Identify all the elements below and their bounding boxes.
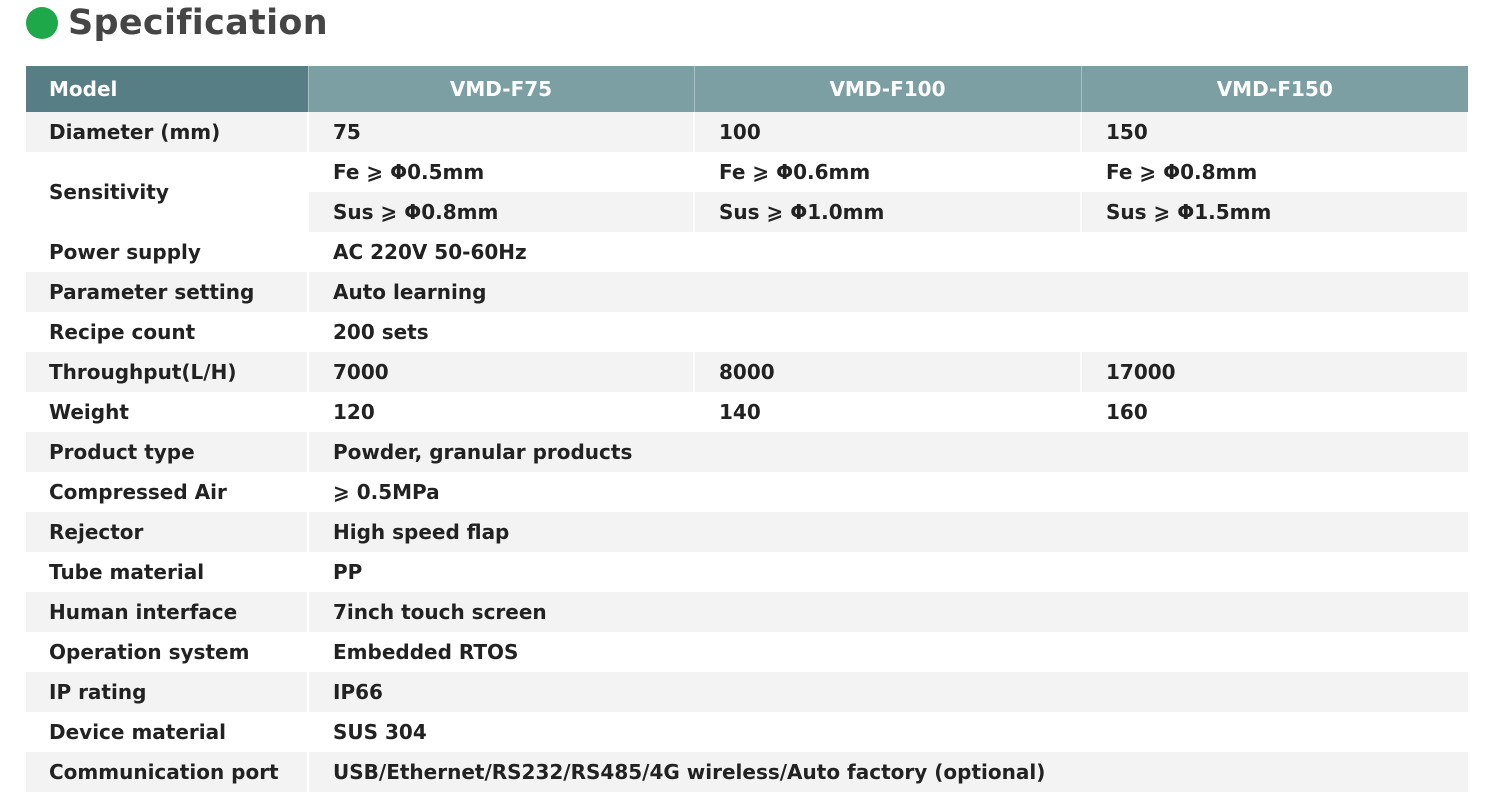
row-label: Power supply bbox=[26, 232, 308, 272]
table-row-recipe-count bbox=[26, 312, 1468, 352]
cell-value: 160 bbox=[1081, 392, 1468, 432]
header-model-vmd-f75: VMD-F75 bbox=[308, 66, 694, 112]
cell-value: Powder, granular products bbox=[308, 432, 1468, 472]
header-model-vmd-f100: VMD-F100 bbox=[694, 66, 1081, 112]
cell-value: Sus ⩾ Φ1.0mm bbox=[694, 192, 1081, 232]
row-label: Sensitivity bbox=[26, 152, 308, 232]
table-row-compressed-air bbox=[26, 472, 1468, 512]
row-label: Compressed Air bbox=[26, 472, 308, 512]
table-row-rejector bbox=[26, 512, 1468, 552]
table-row-device-material bbox=[26, 712, 1468, 752]
cell-value: PP bbox=[308, 552, 1468, 592]
table-row-tube-material bbox=[26, 552, 1468, 592]
cell-value: Embedded RTOS bbox=[308, 632, 1468, 672]
row-label: Communication port bbox=[26, 752, 308, 792]
row-label: Throughput(L/H) bbox=[26, 352, 308, 392]
cell-value: Sus ⩾ Φ1.5mm bbox=[1081, 192, 1468, 232]
green-dot-icon bbox=[26, 7, 58, 39]
specification-table bbox=[26, 66, 1469, 792]
cell-value: 8000 bbox=[694, 352, 1081, 392]
cell-value: 7inch touch screen bbox=[308, 592, 1468, 632]
row-label: IP rating bbox=[26, 672, 308, 712]
row-label: Recipe count bbox=[26, 312, 308, 352]
header-model-label: Model bbox=[26, 66, 308, 112]
cell-value: AC 220V 50-60Hz bbox=[308, 232, 1468, 272]
table-row-operation-system bbox=[26, 632, 1468, 672]
cell-value: 100 bbox=[694, 112, 1081, 152]
table-row-throughput bbox=[26, 352, 1468, 392]
row-label: Tube material bbox=[26, 552, 308, 592]
table-row-sensitivity-fe bbox=[26, 152, 1468, 192]
table-header bbox=[26, 66, 1468, 112]
cell-value: High speed flap bbox=[308, 512, 1468, 552]
cell-value: IP66 bbox=[308, 672, 1468, 712]
cell-value: Sus ⩾ Φ0.8mm bbox=[308, 192, 694, 232]
row-label: Diameter (mm) bbox=[26, 112, 308, 152]
row-label: Rejector bbox=[26, 512, 308, 552]
row-label: Weight bbox=[26, 392, 308, 432]
row-label: Operation system bbox=[26, 632, 308, 672]
cell-value: 7000 bbox=[308, 352, 694, 392]
table-row-ip-rating bbox=[26, 672, 1468, 712]
table-row-weight bbox=[26, 392, 1468, 432]
cell-value: Fe ⩾ Φ0.8mm bbox=[1081, 152, 1468, 192]
cell-value: USB/Ethernet/RS232/RS485/4G wireless/Auto factory (optional) bbox=[308, 752, 1468, 792]
section-heading bbox=[26, 0, 328, 46]
table-row-product-type bbox=[26, 432, 1468, 472]
header-model-vmd-f150: VMD-F150 bbox=[1081, 66, 1468, 112]
row-label: Human interface bbox=[26, 592, 308, 632]
cell-value: 150 bbox=[1081, 112, 1468, 152]
row-label: Device material bbox=[26, 712, 308, 752]
cell-value: 75 bbox=[308, 112, 694, 152]
page-title: Specification bbox=[68, 3, 328, 43]
cell-value: SUS 304 bbox=[308, 712, 1468, 752]
table-row-power-supply bbox=[26, 232, 1468, 272]
cell-value: 120 bbox=[308, 392, 694, 432]
row-label: Product type bbox=[26, 432, 308, 472]
cell-value: ⩾ 0.5MPa bbox=[308, 472, 1468, 512]
cell-value: 140 bbox=[694, 392, 1081, 432]
cell-value: Fe ⩾ Φ0.5mm bbox=[308, 152, 694, 192]
table-row-communication-port bbox=[26, 752, 1468, 792]
table-row-parameter-setting bbox=[26, 272, 1468, 312]
cell-value: Auto learning bbox=[308, 272, 1468, 312]
cell-value: Fe ⩾ Φ0.6mm bbox=[694, 152, 1081, 192]
row-label: Parameter setting bbox=[26, 272, 308, 312]
table-row-diameter bbox=[26, 112, 1468, 152]
cell-value: 17000 bbox=[1081, 352, 1468, 392]
table-row-human-interface bbox=[26, 592, 1468, 632]
cell-value: 200 sets bbox=[308, 312, 1468, 352]
